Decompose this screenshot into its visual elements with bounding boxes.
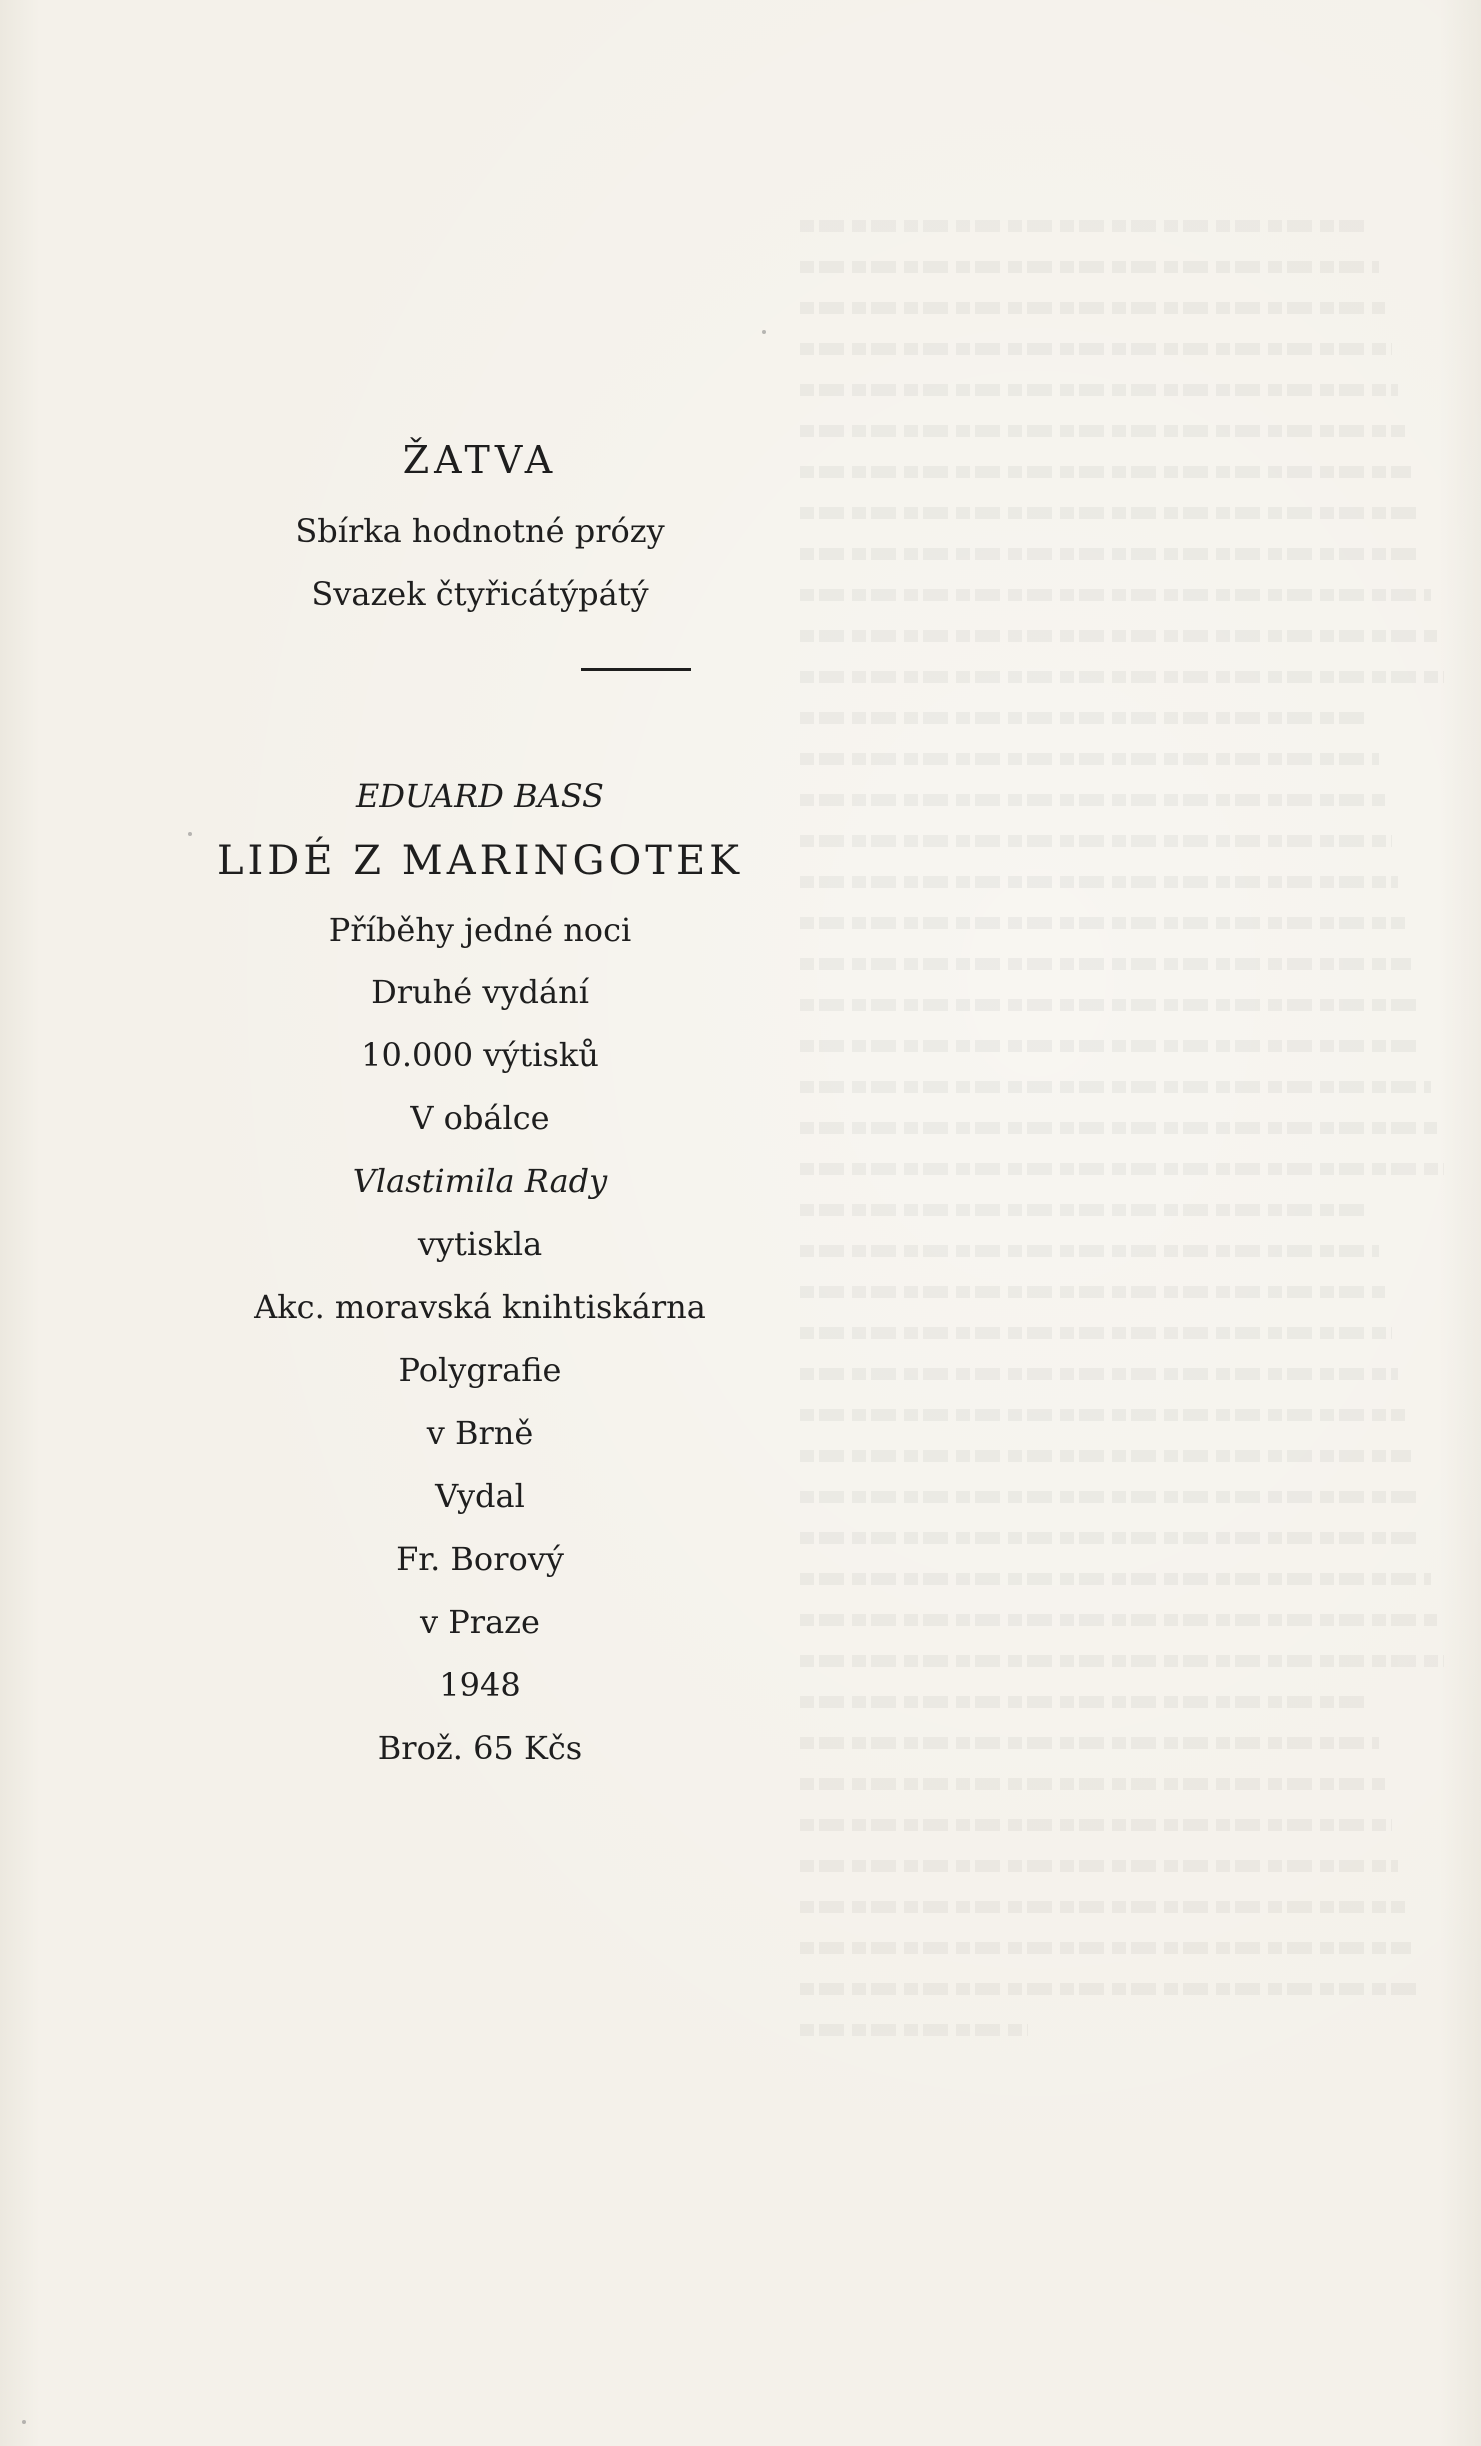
book-author: EDUARD BASS <box>356 777 604 815</box>
show-through-line <box>800 1778 1385 1790</box>
show-through-text <box>800 220 1450 2100</box>
book-subtitle: Příběhy jedné noci <box>328 911 632 949</box>
price: Brož. 65 Kčs <box>377 1729 583 1767</box>
show-through-line <box>800 425 1405 437</box>
show-through-line <box>800 384 1398 396</box>
show-through-line <box>800 1942 1411 1954</box>
show-through-line <box>800 1204 1372 1216</box>
show-through-line <box>800 753 1379 765</box>
show-through-line <box>800 220 1372 232</box>
printer: Akc. moravská knihtiskárna <box>254 1288 706 1326</box>
book-edition: Druhé vydání <box>371 973 589 1011</box>
show-through-line <box>800 671 1444 683</box>
series-subtitle: Sbírka hodnotné prózy <box>295 512 665 550</box>
publisher-city: v Praze <box>420 1603 540 1641</box>
show-through-line <box>800 343 1392 355</box>
cover-prefix: V obálce <box>410 1099 550 1137</box>
publisher: Fr. Borový <box>396 1540 564 1578</box>
show-through-line <box>800 1655 1444 1667</box>
show-through-line <box>800 1081 1431 1093</box>
printed-label: vytiskla <box>417 1225 543 1263</box>
show-through-line <box>800 1450 1411 1462</box>
show-through-line <box>800 548 1424 560</box>
published-label: Vydal <box>435 1477 525 1515</box>
divider-rule <box>581 668 691 671</box>
book-title: LIDÉ Z MARINGOTEK <box>216 838 744 884</box>
paper-speck <box>762 330 766 334</box>
show-through-line <box>800 630 1437 642</box>
show-through-line <box>800 1819 1392 1831</box>
printer-name: Polygrafie <box>398 1351 562 1389</box>
book-print-run: 10.000 výtisků <box>361 1036 599 1074</box>
show-through-line <box>800 1983 1418 1995</box>
show-through-line <box>800 2024 1028 2036</box>
series-title: ŽATVA <box>402 438 558 482</box>
show-through-line <box>800 261 1379 273</box>
cover-artist: Vlastimila Rady <box>352 1162 608 1200</box>
printer-city: v Brně <box>426 1414 534 1452</box>
show-through-line <box>800 1901 1405 1913</box>
paper-speck <box>188 832 192 836</box>
paper-speck <box>22 2420 26 2424</box>
show-through-line <box>800 1327 1392 1339</box>
publication-year: 1948 <box>439 1666 521 1704</box>
series-volume: Svazek čtyřicátýpátý <box>311 575 649 613</box>
show-through-line <box>800 1860 1398 1872</box>
show-through-line <box>800 958 1411 970</box>
show-through-line <box>800 712 1372 724</box>
show-through-line <box>800 302 1385 314</box>
